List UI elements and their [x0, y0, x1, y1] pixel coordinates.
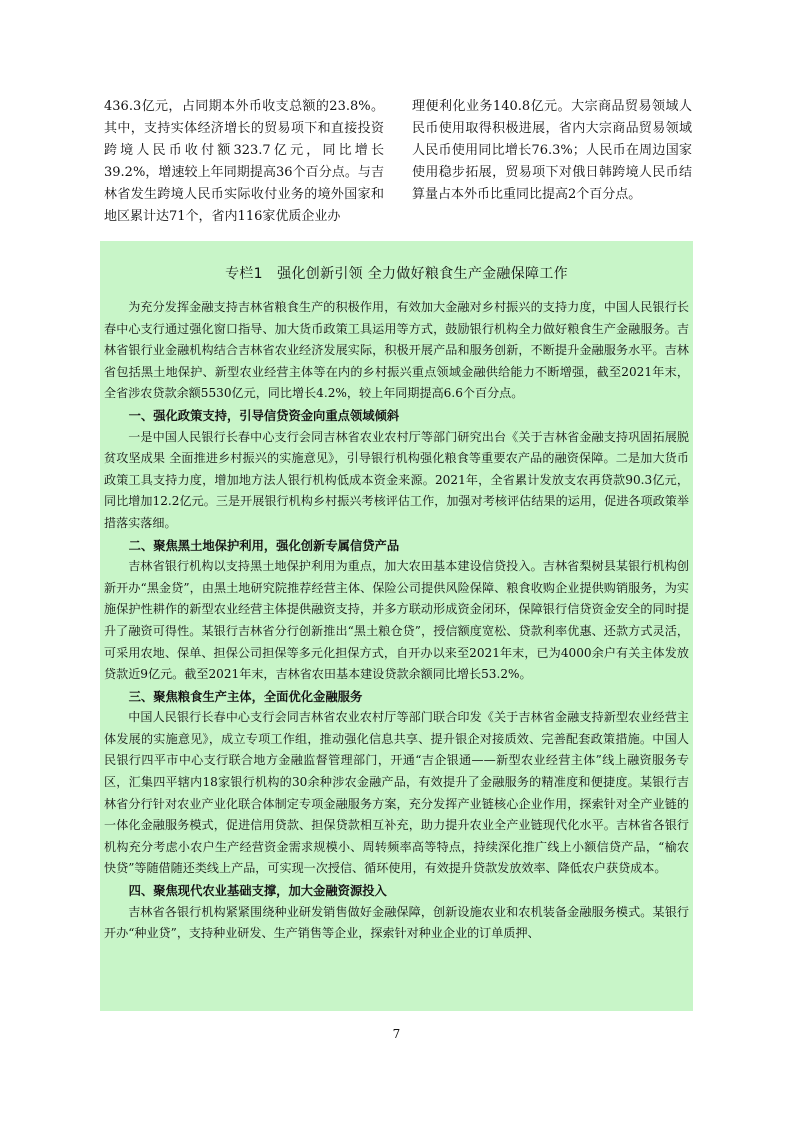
box-intro-paragraph: 为充分发挥金融支持吉林省粮食生产的积极作用，有效加大金融对乡村振兴的支持力度，中国人民银行长春中心支行通过强化窗口指导、加大货币政策工具运用等方式，鼓励银行机构全力做好粮食生产金融服务。吉林省银行业金融机构结合吉林省农业经济发展实际，积极开展产品和服务创新，不断提升金融服务水平。吉林省包括黑土地保护、新型农业经营主体等在内的乡村振兴重点领域金融供给能力不断增强，截至2021年末，全省涉农贷款余额5530亿元，同比增长4.2%，较上年同期提高6.6个百分点。	[104, 300, 689, 401]
column-box	[100, 241, 693, 1011]
section-4-heading: 四、聚焦现代农业基础支撑，加大金融资源投入	[128, 883, 387, 899]
section-1-body: 一是中国人民银行长春中心支行会同吉林省农业农村厅等部门研究出台《关于吉林省金融支持巩固拓展脱贫攻坚成果 全面推进乡村振兴的实施意见》，引导银行机构强化粮食等重要农产品的融资保障。二是加大货币政策工具支持力度，增加地方法人银行机构低成本资金来源。2021年，全省累计发放支农再贷款90.3亿元，同比增加12.2亿元。三是开展银行机构乡村振兴考核评估工作，加强对考核评估结果的运用，促进各项政策举措落实落细。	[104, 429, 689, 530]
left-column-text: 436.3亿元，占同期本外币收支总额的23.8%。其中，支持实体经济增长的贸易项下和直接投资跨境人民币收付额323.7亿元，同比增长39.2%，增速较上年同期提高36个百分点。与吉林省发生跨境人民币实际收付业务的境外国家和地区累计达71个，省内116家优质企业办	[104, 99, 384, 224]
page-number: 7	[392, 1027, 401, 1041]
section-1-heading: 一、强化政策支持，引导信贷资金向重点领域倾斜	[128, 407, 400, 423]
section-3-body: 中国人民银行长春中心支行会同吉林省农业农村厅等部门联合印发《关于吉林省金融支持新型农业经营主体发展的实施意见》，成立专项工作组，推动强化信息共享、提升银企对接质效、完善配套政策措施。中国人民银行四平市中心支行联合地方金融监督管理部门，开通“吉企银通——新型农业经营主体”线上融资服务专区，汇集四平辖内18家银行机构的30余种涉农金融产品，有效提升了金融服务的精准度和便捷度。某银行吉林省分行针对农业产业化联合体制定专项金融服务方案，充分发挥产业链核心企业作用，探索针对全产业链的一体化金融服务模式，促进信用贷款、担保贷款相互补充，助力提升农业全产业链现代化水平。吉林省各银行机构充分考虑小农户生产经营资金需求规模小、周转频率高等特点，持续深化推广线上小额信贷产品，“榆农快贷”等随借随还类线上产品，可实现一次授信、循环使用，有效提升贷款发放效率、降低农户获贷成本。	[104, 710, 689, 876]
right-column-text: 理便利化业务140.8亿元。大宗商品贸易领域人民币使用取得积极进展，省内大宗商品贸易领域人民币使用同比增长76.3%；人民币在周边国家使用稳步拓展，贸易项下对俄日韩跨境人民币结算量占本外币比重同比提高2个百分点。	[412, 99, 692, 202]
section-4-body: 吉林省各银行机构紧紧围绕种业研发销售做好金融保障，创新设施农业和农机装备金融服务模式。某银行开办“种业贷”，支持种业研发、生产销售等企业，探索针对种业企业的订单质押、	[104, 904, 689, 941]
section-2-body: 吉林省银行机构以支持黑土地保护利用为重点，加大农田基本建设信贷投入。吉林省梨树县某银行机构创新开办“黑金贷”，由黑土地研究院推荐经营主体、保险公司提供风险保障、粮食收购企业提供购销服务，为实施保护性耕作的新型农业经营主体提供融资支持，并多方联动形成资金闭环，保障银行信贷资金安全的同时提升了融资可得性。某银行吉林省分行创新推出“黑土粮仓贷”，授信额度宽松、贷款利率优惠、还款方式灵活，可采用农地、保单、担保公司担保等多元化担保方式，自开办以来至2021年末，已为4000余户有关主体发放贷款近9亿元。截至2021年末，吉林省农田基本建设贷款余额同比增长53.2%。	[104, 559, 689, 682]
section-2-heading: 二、聚焦黑土地保护利用，强化创新专属信贷产品	[128, 537, 400, 553]
section-3-heading: 三、聚焦粮食生产主体，全面优化金融服务	[128, 688, 363, 704]
box-title: 专栏1 强化创新引领 全力做好粮食生产金融保障工作	[225, 266, 568, 282]
